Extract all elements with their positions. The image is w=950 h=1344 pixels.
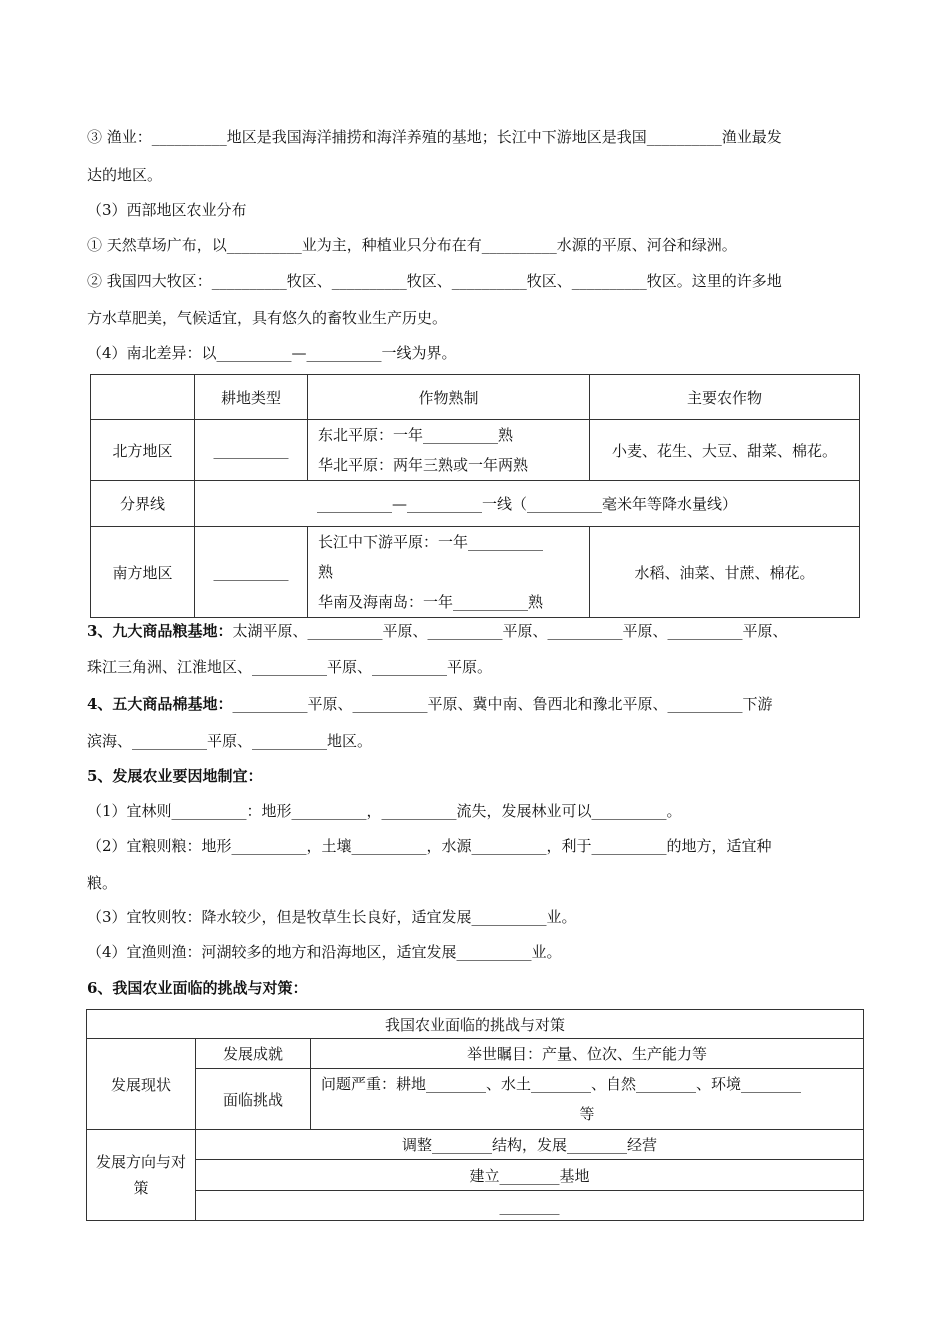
text-west-1: ① 天然草场广布，以__________业为主，种植业只分布在有__________水源的平原、河谷和绿洲。 (87, 236, 737, 254)
text-fishery-2: 达的地区。 (87, 166, 163, 184)
header-empty (91, 375, 195, 420)
direction-label: 发展方向与对策 (87, 1130, 196, 1221)
north-cropping (308, 420, 590, 481)
north-land: __________ (195, 420, 308, 481)
header-cropping: 作物熟制 (308, 375, 590, 420)
header-main-crops: 主要农作物 (590, 375, 860, 420)
achievement-text: 举世瞩目：产量、位次、生产能力等 (311, 1039, 864, 1069)
cotton-bases-line (87, 694, 772, 714)
south-cropping-1: 长江中下游平原：一年__________ (318, 533, 544, 551)
challenge-table-title: 我国农业面临的挑战与对策 (87, 1010, 864, 1039)
grain-bases-heading: 3、九大商品粮基地： (87, 622, 233, 640)
divider-label: 分界线 (91, 481, 195, 527)
challenge-cell (311, 1069, 864, 1130)
text-forest: （1）宜林则__________：地形__________，__________流失，发展林业可以__________。 (87, 802, 682, 820)
south-cropping-2: 华南及海南岛：一年__________熟 (318, 593, 544, 611)
north-cropping-2: 华北平原：两年三熟或一年两熟 (318, 456, 529, 474)
south-cropping (308, 527, 590, 618)
subheading-north-south: （4）南北差异：以__________—__________一线为界。 (87, 344, 457, 362)
north-south-table (90, 374, 860, 618)
south-land: __________ (195, 527, 308, 618)
grain-bases-line (87, 621, 787, 641)
text-fishery: （4）宜渔则渔：河湖较多的地方和沿海地区，适宜发展__________业。 (87, 943, 562, 961)
text-fishery-1: ③ 渔业：__________地区是我国海洋捕捞和海洋养殖的基地；长江中下游地区是我国__________渔业最发 (87, 128, 782, 146)
challenge-label: 面临挑战 (196, 1069, 311, 1130)
header-land-type: 耕地类型 (195, 375, 308, 420)
south-label: 南方地区 (91, 527, 195, 618)
text-pasture: （3）宜牧则牧：降水较少，但是牧草生长良好，适宜发展__________业。 (87, 908, 577, 926)
south-cropping-1b: 熟 (318, 563, 334, 581)
direction-2: 建立________基地 (196, 1160, 864, 1191)
cotton-bases-text: __________平原、__________平原、冀中南、鲁西北和豫北平原、__________下游 (232, 695, 773, 713)
cotton-bases-line-2: 滨海、__________平原、__________地区。 (87, 732, 373, 750)
direction-3: ________ (196, 1191, 864, 1221)
cotton-bases-heading: 4、五大商品棉基地： (87, 695, 233, 713)
north-cropping-1: 东北平原：一年__________熟 (318, 426, 514, 444)
direction-1: 调整________结构，发展________经营 (196, 1130, 864, 1160)
status-label: 发展现状 (87, 1039, 196, 1130)
north-main-crops: 小麦、花生、大豆、甜菜、棉花。 (590, 420, 860, 481)
text-grain: （2）宜粮则粮：地形__________，土壤__________，水源__________，利于__________的地方，适宜种 (87, 837, 772, 855)
section-5-heading: 5、发展农业要因地制宜： (87, 767, 263, 785)
text-west-3: 方水草肥美，气候适宜，具有悠久的畜牧业生产历史。 (87, 309, 448, 327)
challenge-table (86, 1009, 864, 1221)
grain-bases-text: 太湖平原、__________平原、__________平原、__________平原、__________平原、 (232, 622, 788, 640)
subheading-west: （3）西部地区农业分布 (87, 201, 247, 219)
north-label: 北方地区 (91, 420, 195, 481)
challenge-text-2: 等 (579, 1105, 595, 1123)
achievement-label: 发展成就 (196, 1039, 311, 1069)
text-grain-2: 粮。 (87, 874, 118, 892)
divider-text: __________—__________一线（__________毫米年等降水量线） (195, 481, 860, 527)
challenge-text: 问题严重：耕地________、水土________、自然________、环境________ (321, 1075, 802, 1093)
grain-bases-line-2: 珠江三角洲、江淮地区、__________平原、__________平原。 (87, 658, 493, 676)
text-west-2: ② 我国四大牧区：__________牧区、__________牧区、__________牧区、__________牧区。这里的许多地 (87, 272, 782, 290)
section-6-heading: 6、我国农业面临的挑战与对策： (87, 979, 308, 997)
south-main-crops: 水稻、油菜、甘蔗、棉花。 (590, 527, 860, 618)
